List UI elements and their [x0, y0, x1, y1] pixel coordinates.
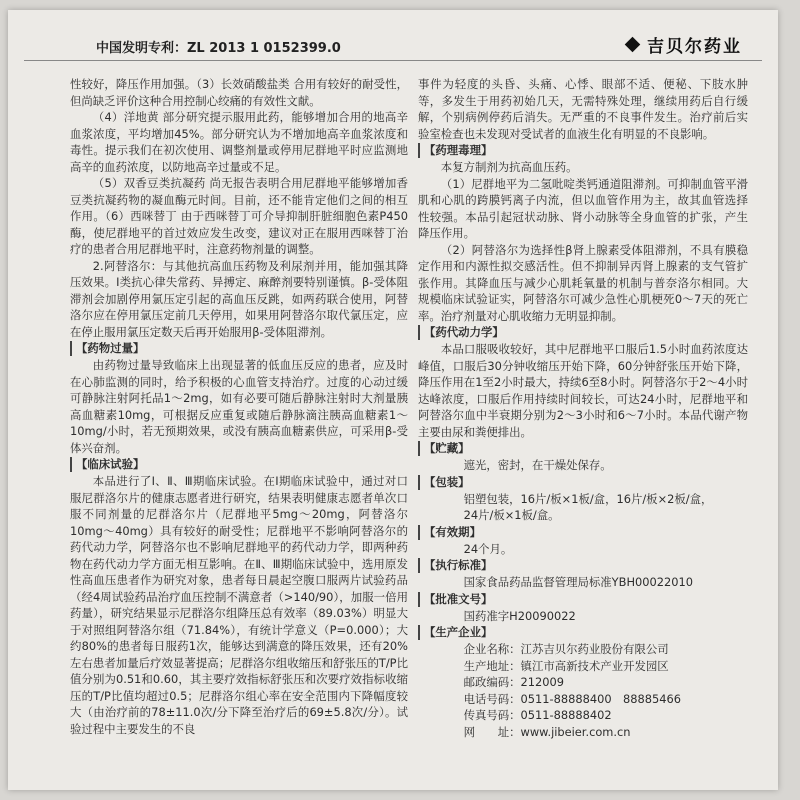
- brand-logo: [625, 32, 742, 57]
- paragraph: 本品进行了Ⅰ、Ⅱ、Ⅲ期临床试验。在Ⅰ期临床试验中，通过对口服尼群洛尔片的健康志愿者进行研究，结果表明健康志愿者单次口服不同剂量的尼群洛尔片（尼群地平5mg～20mg，阿替洛尔10mg～40mg）具有较好的耐受性；尼群地平不影响阿替洛尔的药代动力学，阿替洛尔也不影响尼群地平的药代动力学，即两种药物在药代动力学方面无相互影响。在Ⅱ、Ⅲ期临床试验中，选用原发性高血压患者作为研究对象，患者每日晨起空腹口服两片试验药品（经4周试验药品治疗血压控制不满意者（>140/90），加服一倍用药量），研究结果显示尼群洛尔组降压总有效率（89.03%）明显大于对照组阿替洛尔组（71.84%），有统计学意义（P=0.000）；大约80%的患者每日服药1次，能够达到满意的降压效果，还有20%左右患者加量后疗效显著提高；尼群洛尔组收缩压和舒张压的T/P比值分别为0.51和0.60，其主要疗效指标舒张压和次要疗效指标收缩压的T/P比值均超过0.5；尼群洛尔组心率在安全范围内下降幅度较大（由治疗前的78±11.0次/分下降至治疗后的69±5.8次/分）。试验过程中主要发生的不良: [70, 474, 408, 736]
- section-heading-standard: 【执行标准】: [418, 558, 496, 573]
- manufacturer-name: 企业名称：江苏吉贝尔药业股份有限公司: [463, 642, 669, 656]
- fax-number: 传真号码：0511-88888402: [463, 708, 612, 722]
- standard-text: 国家食品药品监督管理局标准YBH00022010: [463, 575, 693, 589]
- paragraph: （2）阿替洛尔为选择性β肾上腺素受体阻滞剂，不具有膜稳定作用和内源性拟交感活性。但不抑制异丙肾上腺素的支气管扩张作用。其降血压与减少心肌耗氧量的机制与普奈洛尔相同。大规模临床试验证实，阿替洛尔可减少急性心肌梗死0～7天的死亡率。治疗剂量对心肌收缩力无明显抑制。: [418, 242, 748, 323]
- section-heading-approval: 【批准文号】: [418, 592, 496, 607]
- phone-number: 电话号码：0511-88888400 88885466: [463, 691, 681, 706]
- diamond-logo-icon: [625, 37, 641, 53]
- section-heading-pharmacology: 【药理毒理】: [418, 143, 496, 158]
- section-heading-manufacturer: 【生产企业】: [418, 625, 496, 640]
- package-line: 24片/板×1板/盒。: [463, 508, 560, 522]
- paragraph: 由药物过量导致临床上出现显著的低血压反应的患者，应及时在心肺监测的同时，给予积极的心血管支持治疗。过度的心动过缓可静脉注射阿托品1～2mg，如有必要可随后静脉注射时大剂量胰高血糖素10mg，可根据反应重复或随后静脉滴注胰高血糖素1～10mg/小时，若无预期效果，或没有胰高血糖素供应，可采用β-受体兴奋剂。: [70, 358, 408, 455]
- approval-number: 国药准字H20090022: [463, 608, 576, 623]
- paragraph: 事件为轻度的头昏、头痛、心悸、眼部不适、便秘、下肢水肿等，多发生于用药初始几天，无需特殊处理，继续用药后自行缓解，个别病例停药后消失。无严重的不良事件发生。治疗前后实验室检查也未发现对受试者的血液生化有明显的不良影响。: [418, 77, 748, 141]
- left-column: [70, 76, 408, 737]
- package-line: 铝塑包装，16片/板×1板/盒，16片/板×2板/盒，: [463, 491, 713, 506]
- validity-text: 24个月。: [463, 541, 513, 556]
- website: 网 址：www.jibeier.com.cn: [463, 724, 631, 739]
- paragraph: 2.阿替洛尔：与其他抗高血压药物及利尿剂并用，能加强其降压效果。I类抗心律失常药、异搏定、麻醉剂要特别谨慎。β-受体阻滞剂会加剧停用氯压定引起的高血压反跳，如两药联合使用，阿替洛尔应在停用氯压定前几天停用，如果用阿替洛尔取代氯压定，应在停止服用氯压定数天后再开始服用β-受体阻滞剂。: [70, 258, 408, 339]
- section-heading-validity: 【有效期】: [418, 525, 485, 540]
- section-heading-storage: 【贮藏】: [418, 441, 474, 456]
- section-heading-overdose: 【药物过量】: [70, 341, 148, 356]
- postal-code: 邮政编码：212009: [463, 675, 565, 689]
- paragraph: （4）洋地黄 部分研究提示服用此药，能够增加合用的地高辛血浆浓度，平均增加45%。部分研究认为不增加地高辛血浆浓度和毒性。提示我们在初次使用、调整剂量或停用尼群地平时应监测地高辛的血药浓度，以防地高辛过量或不足。: [70, 110, 408, 174]
- paragraph: （1）尼群地平为二氢吡啶类钙通道阻滞剂。可抑制血管平滑肌和心肌的跨膜钙离子内流，但以血管作用为主，故其血管选择性较强。本品引起冠状动脉、肾小动脉等全身血管的扩张，产生降压作用。: [418, 176, 748, 240]
- storage-text: 遮光，密封，在干燥处保存。: [463, 458, 612, 472]
- right-column: [418, 76, 748, 740]
- patent-number: 中国发明专利：ZL 2013 1 0152399.0: [96, 41, 341, 56]
- paragraph: （5）双香豆类抗凝药 尚无报告表明合用尼群地平能够增加香豆类抗凝药物的凝血酶元时间。目前，还不能肯定他们之间的相互作用。（6）西咪替丁 由于西咪替丁可介导抑制肝脏细胞色素P450酶，使尼群地平的首过效应发生改变，建议对正在服用西咪替丁治疗的患者合用尼群地平时，注意药物剂量的调整。: [70, 176, 408, 256]
- paragraph: 性较好，降压作用加强。（3）长效硝酸盐类 合用有较好的耐受性，但尚缺乏评价这种合用控制心绞痛的有效性文献。: [70, 77, 408, 108]
- paragraph: 本复方制剂为抗高血压药。: [440, 160, 578, 174]
- page-header: [24, 20, 762, 61]
- brand-name: 吉贝尔药业: [647, 37, 742, 57]
- section-heading-pharmacokinetics: 【药代动力学】: [418, 325, 508, 340]
- section-heading-package: 【包装】: [418, 475, 474, 490]
- manufacturer-address: 生产地址：镇江市高新技术产业开发园区: [463, 658, 669, 673]
- section-heading-clinical-trial: 【临床试验】: [70, 457, 148, 472]
- paragraph: 本品口服吸收较好，其中尼群地平口服后1.5小时血药浓度达峰值，口服后30分钟收缩压开始下降，60分钟舒张压开始下降，降压作用在1至2小时最大，持续6至8小时。阿替洛尔于2～4小时达峰浓度，口服后作用持续时间较长，可达24小时，尼群地平和阿替洛尔血中半衰期分别为2～3小时和6～7小时。本品代谢产物主要由尿和粪便排出。: [418, 342, 748, 439]
